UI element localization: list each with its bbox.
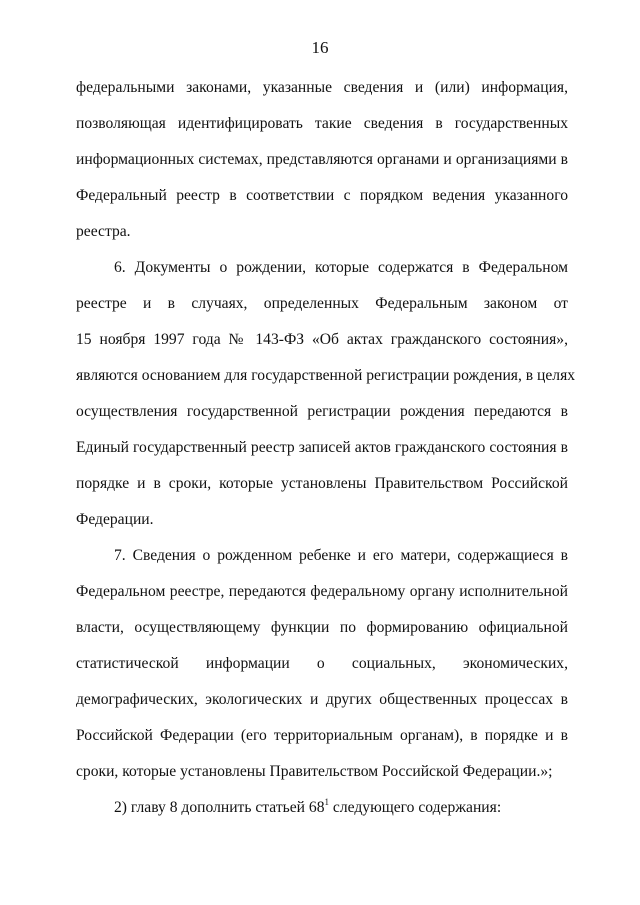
text-line: реестре и в случаях, определенных Федеральным законом от [76, 295, 568, 312]
page-number: 16 [311, 38, 329, 57]
text-line: информационных системах, представляются органами и организациями в [76, 151, 568, 168]
text-line: сроки, которые установлены Правительством Российской Федерации.»; [76, 763, 553, 780]
text-line: демографических, экологических и других общественных процессах в [76, 691, 568, 708]
text-line: 15 ноября 1997 года № 143-ФЗ «Об актах гражданского состояния», [76, 331, 568, 348]
text-line: власти, осуществляющему функции по формированию официальной [76, 619, 568, 636]
paragraph-start-line: 6. Документы о рождении, которые содержатся в Федеральном [114, 259, 568, 276]
text-line: позволяющая идентифицировать такие сведения в государственных [76, 115, 568, 132]
text-fragment: следующего содержания: [329, 799, 502, 816]
text-line: реестра. [76, 223, 131, 240]
superscript: 1 [324, 796, 330, 807]
paragraph-start-line [114, 798, 568, 818]
paragraph-start-line: 7. Сведения о рожденном ребенке и его матери, содержащиеся в [114, 547, 568, 564]
text-line: осуществления государственной регистрации рождения передаются в [76, 403, 568, 420]
text-line: Единый государственный реестр записей актов гражданского состояния в [76, 439, 568, 456]
text-line: Российской Федерации (его территориальным органам), в порядке и в [76, 727, 568, 744]
text-line: статистической информации о социальных, экономических, [76, 655, 568, 672]
text-line: порядке и в сроки, которые установлены Правительством Российской [76, 475, 568, 492]
text-line: федеральными законами, указанные сведения и (или) информация, [76, 79, 568, 96]
text-line: являются основанием для государственной регистрации рождения, в целях [76, 367, 576, 384]
text-line: Федерации. [76, 511, 154, 528]
text-fragment: 2) главу 8 дополнить статьей 68 [114, 799, 325, 816]
text-line: Федеральном реестре, передаются федеральному органу исполнительной [76, 583, 568, 600]
text-line: Федеральный реестр в соответствии с порядком ведения указанного [76, 187, 568, 204]
